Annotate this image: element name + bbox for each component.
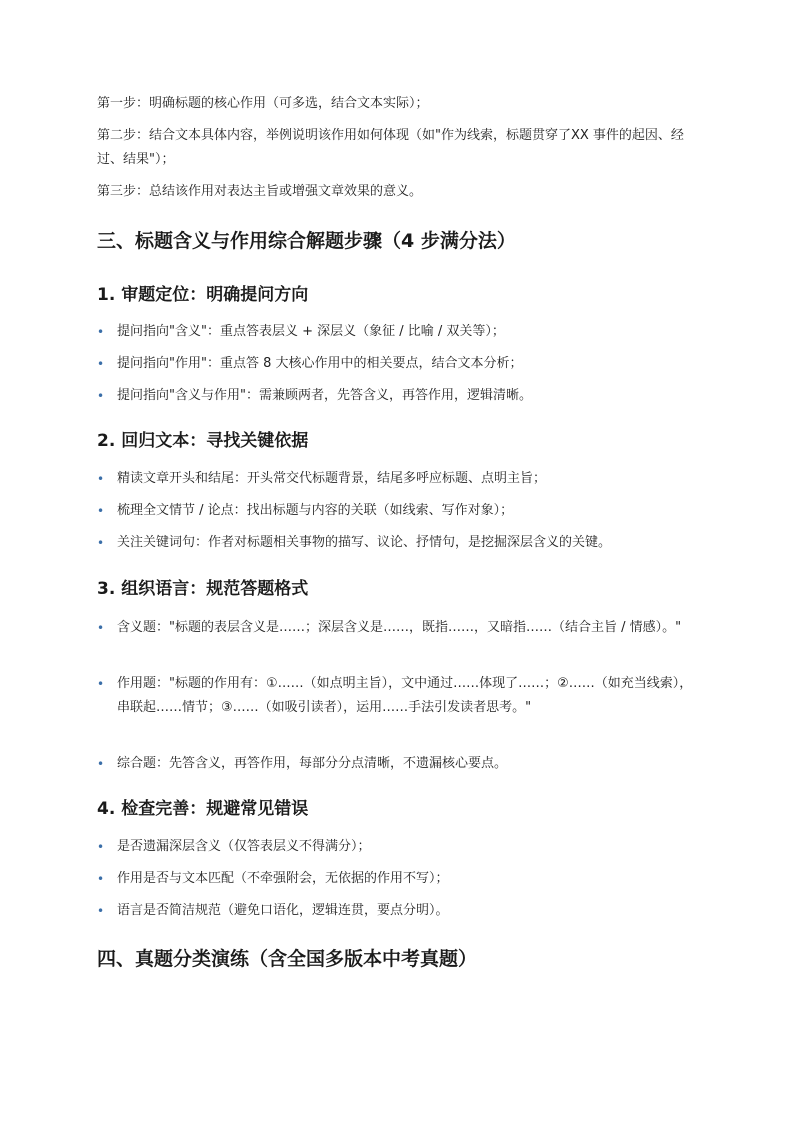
list-item [97, 835, 693, 859]
list-item [97, 352, 693, 376]
bullet-icon: • [97, 389, 105, 403]
bullet-icon: • [97, 677, 105, 691]
list-item-text: 提问指向"含义"：重点答表层义 + 深层义（象征 / 比喻 / 双关等）； [117, 324, 505, 339]
bullet-icon: • [97, 357, 105, 371]
bullet-icon: • [97, 472, 105, 486]
list-item [97, 467, 693, 491]
list-item-text: 提问指向"含义与作用"：需兼顾两者，先答含义，再答作用，逻辑清晰。 [117, 388, 532, 403]
subsection-2-heading: 2. 回归文本：寻找关键依据 [97, 431, 309, 451]
list-item [97, 499, 693, 523]
list-item [97, 320, 693, 344]
list-item-text: 作用是否与文本匹配（不牵强附会，无依据的作用不写）； [117, 871, 449, 886]
list-item [97, 752, 693, 776]
section-4-heading: 四、真题分类演练（含全国多版本中考真题） [97, 948, 478, 970]
bullet-icon: • [97, 621, 105, 635]
list-item-text: 含义题："标题的表层含义是……；深层含义是……，既指……，又暗指……（结合主旨 / 情感）。" [117, 620, 682, 635]
list-item-text: 作用题："标题的作用有：①……（如点明主旨），文中通过……体现了……；②……（如充当线索），串联起……情节；③……（如吸引读者），运用……手法引发读者思考。" [117, 676, 693, 715]
list-item [97, 867, 693, 891]
bullet-icon: • [97, 840, 105, 854]
list-item-text: 语言是否简洁规范（避免口语化，逻辑连贯，要点分明）。 [117, 903, 449, 918]
section-3-heading: 三、标题含义与作用综合解题步骤（4 步满分法） [97, 230, 516, 252]
list-item [97, 672, 693, 720]
list-item [97, 531, 693, 555]
step-1: 第一步：明确标题的核心作用（可多选，结合文本实际）； [97, 96, 429, 111]
subsection-1-heading: 1. 审题定位：明确提问方向 [97, 285, 309, 305]
list-item-text: 是否遗漏深层含义（仅答表层义不得满分）； [117, 839, 371, 854]
bullet-icon: • [97, 536, 105, 550]
bullet-icon: • [97, 904, 105, 918]
list-item-text: 综合题：先答含义，再答作用，每部分分点清晰，不遗漏核心要点。 [117, 756, 508, 771]
bullet-icon: • [97, 757, 105, 771]
list-item [97, 899, 693, 923]
list-item [97, 384, 693, 408]
bullet-icon: • [97, 872, 105, 886]
list-item [97, 616, 693, 640]
subsection-4-heading: 4. 检查完善：规避常见错误 [97, 799, 309, 819]
subsection-3-heading: 3. 组织语言：规范答题格式 [97, 579, 309, 599]
bullet-icon: • [97, 504, 105, 518]
list-item-text: 精读文章开头和结尾：开头常交代标题背景，结尾多呼应标题、点明主旨； [117, 471, 547, 486]
step-2: 第二步：结合文本具体内容，举例说明该作用如何体现（如"作为线索，标题贯穿了XX 事件的起因、经过、结果"）； [97, 128, 684, 167]
bullet-icon: • [97, 325, 105, 339]
list-item-text: 梳理全文情节 / 论点：找出标题与内容的关联（如线索、写作对象）； [117, 503, 514, 518]
list-item-text: 关注关键词句：作者对标题相关事物的描写、议论、抒情句，是挖掘深层含义的关键。 [117, 535, 612, 550]
step-3: 第三步：总结该作用对表达主旨或增强文章效果的意义。 [97, 184, 423, 199]
list-item-text: 提问指向"作用"：重点答 8 大核心作用中的相关要点，结合文本分析； [117, 356, 523, 371]
